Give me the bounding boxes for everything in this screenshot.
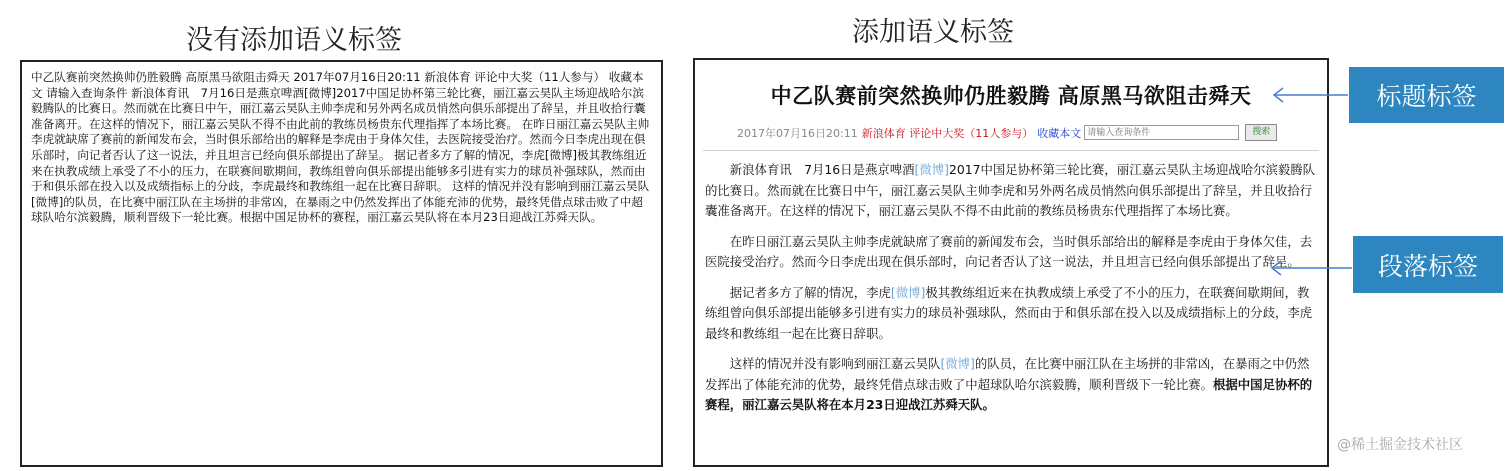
- meta-divider: [703, 150, 1319, 151]
- title-tag-label: 标题标签: [1349, 67, 1504, 123]
- article-body: [705, 160, 1319, 426]
- article-date: 2017年07月16日20:11: [737, 126, 858, 140]
- arrow-left-icon: [1270, 85, 1350, 105]
- weibo-link[interactable]: [微博]: [940, 356, 975, 371]
- weibo-link[interactable]: [微博]: [914, 162, 949, 177]
- plain-page-text: 中乙队赛前突然换帅仍胜毅腾 高原黑马欲阻击舜天 2017年07月16日20:11 新浪体育 评论中大奖（11人参与） 收藏本文 请输入查询条件 新浪体育讯 7月16日是燕京啤酒[微博]2017中国足协杯第三轮比赛，丽江嘉云昊队主场迎战哈尔滨毅腾队的比赛日。然而就在比赛日中午，丽江嘉云昊队主帅李虎和另外两名成员悄然向俱乐部提出了辞呈，并且收拾行囊准备离开。在这样的情况下，丽江嘉云昊队不得不由此前的教练员杨贵东代理指挥了本场比赛。 在昨日丽江嘉云昊队主帅李虎就缺席了赛前的新闻发布会，当时俱乐部给出的解释是李虎由于身体欠佳，去医院接受治疗。然而今日李虎出现在俱乐部时，向记者否认了这一说法，并且坦言已经向俱乐部提出了辞呈。 据记者多方了解的情况，李虎[微博]极其教练组近来在执教成绩上承受了不小的压力，在联赛间歇期间，教练组曾向俱乐部提出能够多引进有实力的球员补强球队，然而由于和俱乐部在投入以及成绩指标上的分歧，李虎最终和教练组一起在比赛日辞职。 这样的情况并没有影响到丽江嘉云昊队[微博]的队员，在比赛中丽江队在主场拼的非常凶，在暴雨之中仍然发挥出了体能充沛的优势，最终凭借点球击败了中超球队哈尔滨毅腾，顺利晋级下一轮比赛。根据中国足协杯的赛程，丽江嘉云昊队将在本月23日迎战江苏舜天队。: [31, 70, 650, 225]
- watermark: @稀土掘金技术社区: [1337, 437, 1463, 453]
- search-input[interactable]: [1084, 125, 1239, 140]
- semantic-page-panel: [693, 58, 1329, 467]
- paragraph: 据记者多方了解的情况，李虎[微博]极其教练组近来在执教成绩上承受了不小的压力，在联赛间歇期间，教练组曾向俱乐部提出能够多引进有实力的球员补强球队，然而由于和俱乐部在投入以及成绩指标上的分歧，李虎最终和教练组一起在比赛日辞职。: [705, 284, 1313, 341]
- article-title: 中乙队赛前突然换帅仍胜毅腾 高原黑马欲阻击舜天: [770, 84, 1252, 108]
- weibo-link[interactable]: [微博]: [890, 284, 926, 300]
- source-comment-link[interactable]: 新浪体育 评论中大奖（11人参与）: [861, 126, 1034, 140]
- paragraph: 在昨日丽江嘉云昊队主帅李虎就缺席了赛前的新闻发布会，当时俱乐部给出的解释是李虎由于身体欠佳，去医院接受治疗。然而今日李虎出现在俱乐部时，向记者否认了这一说法，并且坦言已经向俱乐部提出了辞呈。: [705, 233, 1313, 269]
- left-heading: 没有添加语义标签: [186, 25, 402, 56]
- paragraph-tag-label: 段落标签: [1353, 236, 1503, 293]
- paragraph: 这样的情况并没有影响到丽江嘉云昊队[微博]的队员，在比赛中丽江队在主场拼的非常凶，在暴雨之中仍然发挥出了体能充沛的优势，最终凭借点球击败了中超球队哈尔滨毅腾，顺利晋级下一轮比赛。根据中国足协杯的赛程，丽江嘉云昊队将在本月23日迎战江苏舜天队。: [705, 356, 1313, 412]
- favorite-link[interactable]: 收藏本文: [1037, 126, 1082, 140]
- search-button[interactable]: 搜索: [1245, 124, 1277, 141]
- paragraph: 新浪体育讯 7月16日是燕京啤酒[微博]2017中国足协杯第三轮比赛，丽江嘉云昊队主场迎战哈尔滨毅腾队的比赛日。然而就在比赛日中午，丽江嘉云昊队主帅李虎和另外两名成员悄然向俱乐部提出了辞呈，并且收拾行囊准备离开。在这样的情况下，丽江嘉云昊队不得不由此前的教练员杨贵东代理指挥了本场比赛。: [705, 162, 1316, 218]
- plain-page-panel: [20, 60, 663, 467]
- article-meta-row: [737, 124, 1297, 141]
- right-heading: 添加语义标签: [852, 17, 1014, 48]
- bold-text: 根据中国足协杯的赛程，丽江嘉云昊队将在本月23日迎战江苏舜天队。: [705, 376, 1313, 412]
- arrow-left-icon: [1268, 258, 1354, 278]
